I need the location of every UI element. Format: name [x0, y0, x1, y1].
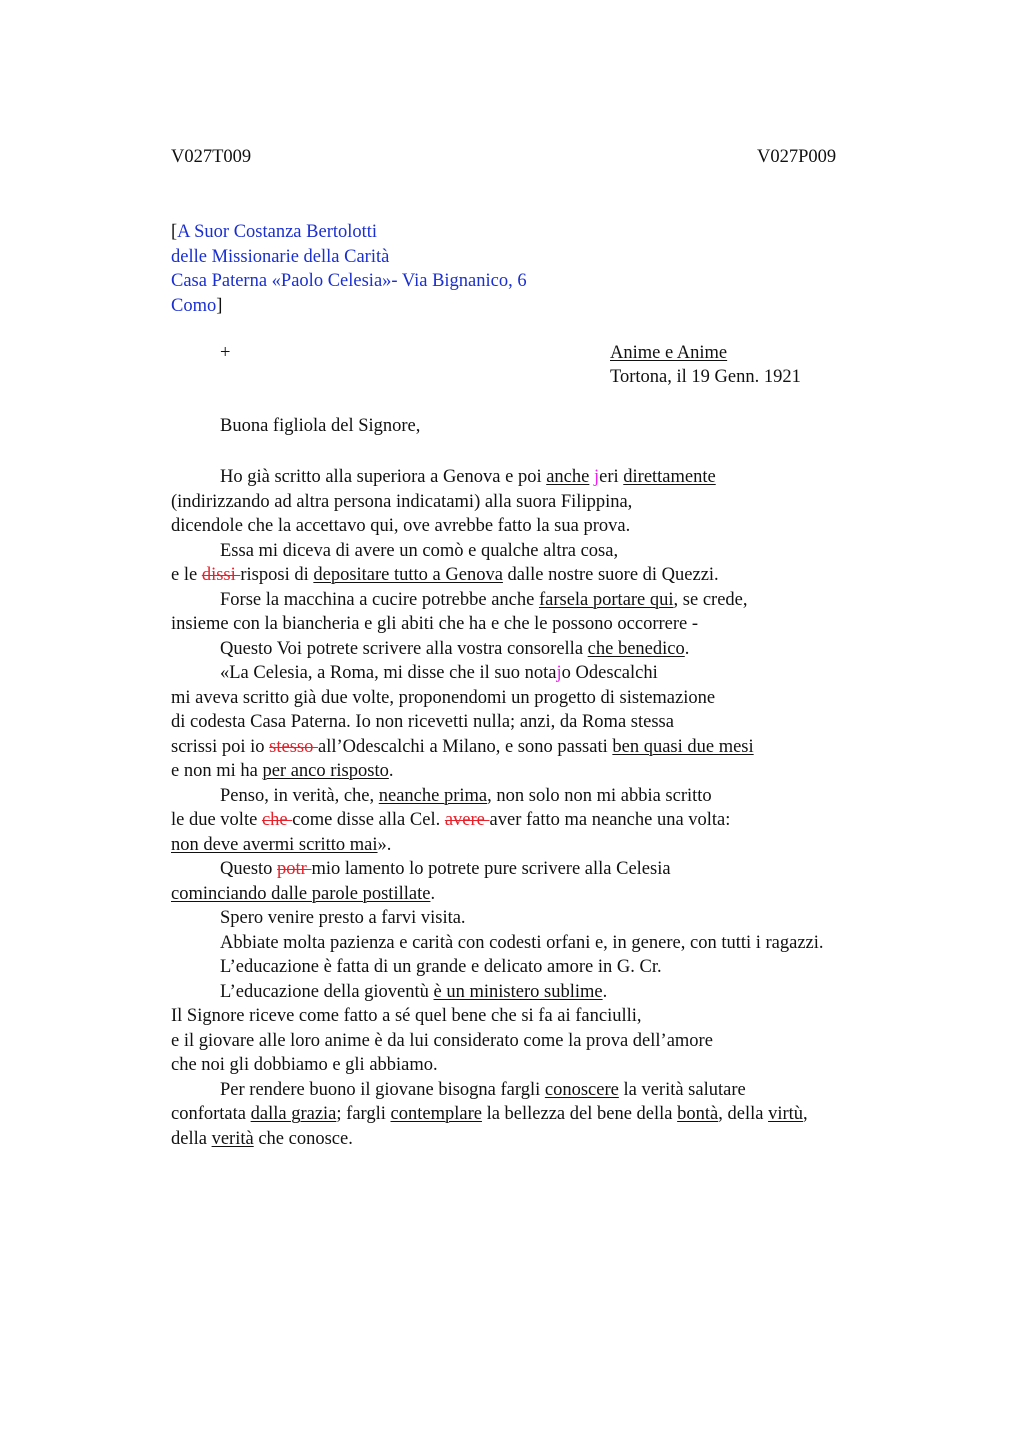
open-bracket: [	[171, 222, 178, 242]
text-run: la bellezza del bene della	[481, 1104, 678, 1124]
letter-line	[220, 588, 748, 612]
text-run: all’Odescalchi a Milano, e sono passati	[317, 736, 613, 757]
text-run: mio lamento lo potrete pure scrivere alla Celesia	[311, 859, 671, 879]
letter-line	[171, 735, 754, 759]
text-run: «La Celesia, a Roma, mi disse che il suo nota	[220, 663, 557, 683]
recipient-address: Casa Paterna «Paolo Celesia»- Via Bignanico, 6	[171, 271, 527, 291]
text-run: .	[430, 883, 436, 904]
underlined-text: non deve avermi scritto mai	[171, 834, 378, 855]
text-run: e le	[171, 565, 202, 585]
letter-line	[171, 612, 698, 636]
letter-line	[220, 931, 824, 955]
text-run: confortata	[171, 1104, 251, 1124]
text-run: di codesta Casa Paterna. Io non ricevetti nulla; anzi, da Roma stessa	[171, 712, 674, 732]
letter-line	[220, 539, 618, 563]
text-run: della	[171, 1128, 212, 1149]
text-run: insieme con la biancheria e gli abiti che ha e che le possono occorrere -	[171, 614, 699, 634]
letter-line	[171, 686, 715, 710]
letter-line	[171, 514, 630, 538]
underlined-text: anche	[546, 467, 590, 487]
deleted-text: potr	[277, 859, 312, 879]
deleted-text: dissi	[201, 565, 241, 585]
address-line-1	[171, 220, 527, 245]
text-run: (indirizzando ad altra persona indicatami) alla suora Filippina,	[171, 491, 633, 512]
address-block	[171, 220, 527, 318]
underlined-text: bontà	[677, 1104, 719, 1124]
address-line-4	[171, 294, 527, 319]
text-run: risposi di	[240, 565, 314, 585]
underlined-text: cominciando dalle parole postillate	[171, 883, 431, 904]
inserted-letter: j	[556, 663, 562, 683]
text-run: Forse la macchina a cucire potrebbe anche	[220, 589, 539, 610]
text-run: Penso, in verità, che,	[220, 785, 379, 806]
deleted-text: stesso	[269, 736, 318, 757]
text-run: e non mi ha	[171, 761, 263, 781]
letter-line	[171, 563, 719, 587]
text-run: ; fargli	[336, 1104, 391, 1124]
text-run: la verità salutare	[618, 1079, 746, 1100]
underlined-text: contemplare	[390, 1104, 482, 1124]
place-date: Tortona, il 19 Genn. 1921	[610, 367, 801, 387]
document-code-left: V027T009	[171, 147, 252, 167]
text-run: .	[388, 761, 394, 781]
cross-symbol: +	[220, 343, 231, 363]
text-run: Spero venire presto a farvi visita.	[220, 908, 466, 928]
text-run: dicendole che la accettavo qui, ove avrebbe fatto la sua prova.	[171, 516, 631, 536]
text-run: Questo Voi potrete scrivere alla vostra consorella	[220, 638, 588, 659]
underlined-text: farsela portare qui	[538, 589, 674, 610]
deleted-text: che	[261, 810, 293, 830]
text-run: Il Signore riceve come fatto a sé quel bene che si fa ai fanciulli,	[171, 1006, 642, 1026]
text-run: Abbiate molta pazienza e carità con codesti orfani e, in genere, con tutti i ragazzi.	[220, 932, 824, 953]
letter-line	[220, 857, 671, 881]
letter-line	[220, 661, 658, 685]
text-run: scrissi poi io	[171, 736, 270, 757]
letter-line	[171, 1029, 713, 1053]
text-run: ».	[377, 834, 392, 855]
text-run: Ho già scritto alla superiora a Genova e poi	[220, 467, 547, 487]
text-run: Essa mi diceva di avere un comò e qualche altra cosa,	[220, 540, 619, 561]
text-run: che conosce.	[253, 1128, 353, 1149]
letter-line	[171, 759, 393, 783]
letter-line	[171, 808, 730, 832]
letter-line	[220, 637, 689, 661]
underlined-text: per anco risposto	[262, 761, 389, 781]
text-run: come disse alla Cel.	[292, 810, 445, 830]
text-run: , non solo non mi abbia scritto	[487, 785, 712, 806]
text-run: .	[684, 638, 690, 659]
text-run: Per rendere buono il giovane bisogna fargli	[220, 1079, 545, 1100]
text-run: che noi gli dobbiamo e gli abbiamo.	[171, 1055, 438, 1075]
letter-line	[171, 882, 435, 906]
letter-line	[171, 1102, 808, 1126]
text-run: mi aveva scritto già due volte, proponendomi un progetto di sistemazione	[171, 687, 716, 708]
underlined-text: verità	[211, 1128, 254, 1149]
letter-line	[171, 1127, 353, 1151]
text-run: e il giovare alle loro anime è da lui considerato come la prova dell’amore	[171, 1030, 713, 1051]
letter-line	[171, 1053, 438, 1077]
document-code-right: V027P009	[757, 147, 837, 167]
letter-line	[220, 1078, 746, 1102]
text-run: L’educazione è fatta di un grande e delicato amore in G. Cr.	[220, 957, 662, 977]
recipient-city: Como	[171, 295, 217, 316]
inserted-letter: j	[593, 467, 600, 487]
letter-line	[220, 465, 716, 489]
underlined-text: conoscere	[544, 1079, 619, 1100]
text-run: , se crede,	[673, 589, 748, 610]
recipient-congregation: delle Missionarie della Carità	[171, 246, 390, 267]
letter-line	[171, 710, 674, 734]
underlined-text: neanche prima	[378, 785, 488, 806]
text-run: le due volte	[171, 810, 262, 830]
underlined-text: virtù	[768, 1104, 804, 1124]
underlined-text: depositare tutto a Genova	[313, 565, 503, 585]
deleted-text: avere	[444, 810, 490, 830]
close-bracket: ]	[216, 295, 223, 316]
underlined-text: direttamente	[623, 467, 716, 487]
letter-line	[171, 490, 632, 514]
underlined-text: è un ministero sublime	[433, 981, 603, 1002]
text-run: o Odescalchi	[561, 663, 658, 683]
text-run: dalle nostre suore di Quezzi.	[502, 565, 719, 585]
underlined-text: che benedico	[587, 638, 685, 659]
letter-line	[220, 980, 607, 1004]
letter-line	[220, 955, 662, 979]
motto: Anime e Anime	[610, 343, 728, 363]
text-run: .	[602, 981, 608, 1002]
letter-line	[220, 784, 712, 808]
salutation: Buona figliola del Signore,	[220, 416, 421, 436]
text-run: L’educazione della gioventù	[220, 981, 434, 1002]
text-run: aver fatto ma neanche una volta:	[489, 810, 731, 830]
text-run: , della	[718, 1104, 769, 1124]
text-run: ,	[803, 1104, 808, 1124]
underlined-text: dalla grazia	[250, 1104, 337, 1124]
letter-line	[171, 1004, 642, 1028]
underlined-text: ben quasi due mesi	[612, 736, 754, 757]
text-run: eri	[599, 467, 624, 487]
text-run: Questo	[220, 859, 278, 879]
letter-line	[220, 906, 466, 930]
letter-line	[171, 833, 391, 857]
recipient-name: A Suor Costanza Bertolotti	[177, 222, 378, 242]
